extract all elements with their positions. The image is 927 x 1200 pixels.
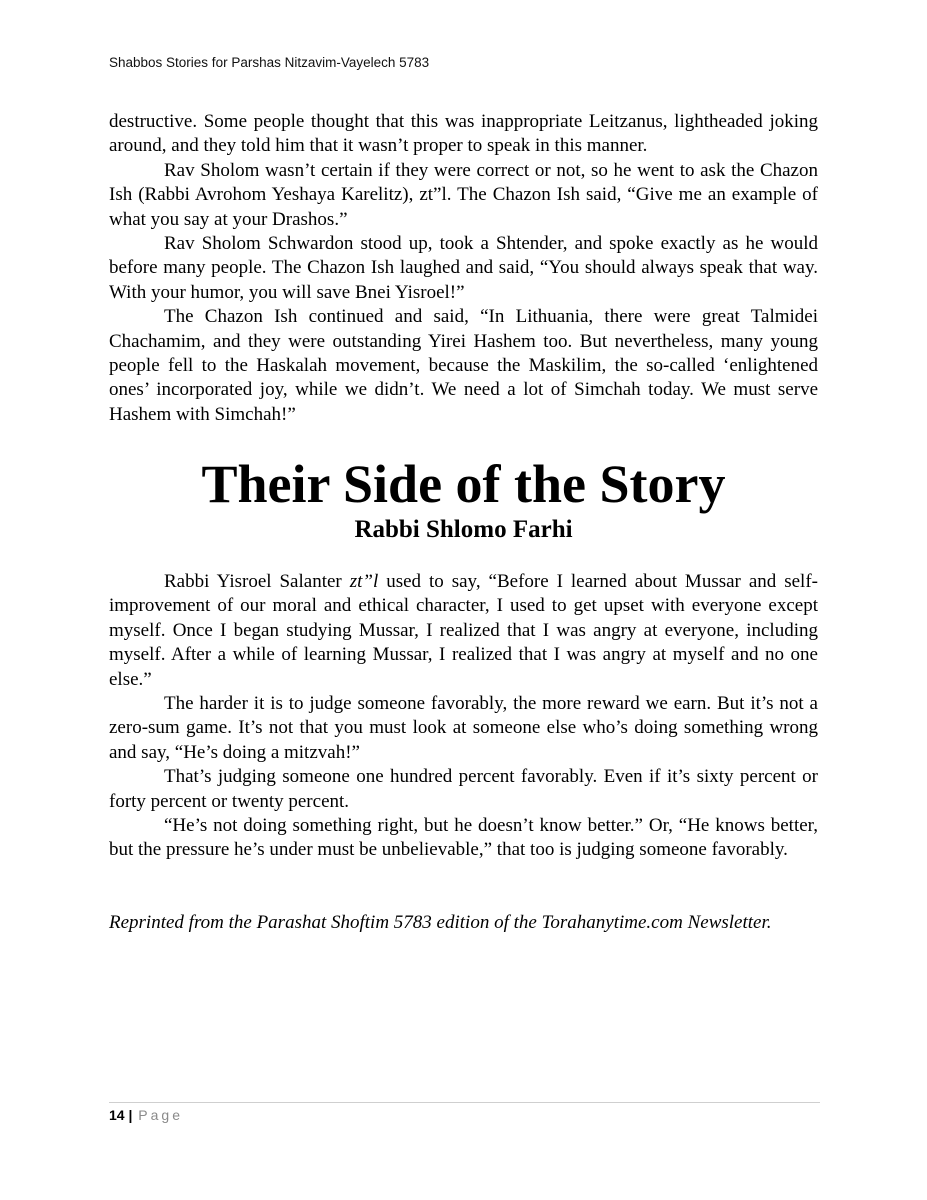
- text-run: used to say, “Before I learned about Mussar and self-improvement of our moral and ethical character, I used to get upset with everyone except myself. Once I began studying Mussar, I realized that I was angry at everyone, including myself. After a while of learning Mussar, I realized that I was angry at myself and no one else.”: [109, 571, 818, 690]
- article-body: [109, 570, 818, 863]
- footer-separator: |: [128, 1107, 133, 1123]
- reprint-note: Reprinted from the Parashat Shoftim 5783 edition of the Torahanytime.com Newsletter.: [109, 912, 772, 933]
- article-author: Rabbi Shlomo Farhi: [354, 516, 573, 543]
- running-header: Shabbos Stories for Parshas Nitzavim-Vayelech 5783: [109, 55, 430, 70]
- paragraph: “He’s not doing something right, but he doesn’t know better.” Or, “He knows better, but the pressure he’s under must be unbelievable,” that too is judging someone favorably.: [109, 815, 818, 861]
- paragraph: The harder it is to judge someone favorably, the more reward we earn. But it’s not a zero-sum game. It’s not that you must look at someone else who’s doing something wrong and say, “He’s doing a mitzvah!”: [109, 693, 818, 763]
- previous-story-continuation: [109, 110, 818, 427]
- page-label: Page: [138, 1107, 183, 1123]
- page-number: 14: [109, 1107, 125, 1123]
- article-title: Their Side of the Story: [201, 454, 726, 514]
- paragraph: [109, 570, 818, 692]
- honorific-abbreviation: zt”l: [349, 571, 379, 592]
- paragraph: That’s judging someone one hundred percent favorably. Even if it’s sixty percent or forty percent or twenty percent.: [109, 766, 818, 812]
- paragraph: Rav Sholom Schwardon stood up, took a Shtender, and spoke exactly as he would before many people. The Chazon Ish laughed and said, “You should always speak that way. With your humor, you will save Bnei Yisroel!”: [109, 233, 818, 303]
- paragraph: Rav Sholom wasn’t certain if they were correct or not, so he went to ask the Chazon Ish (Rabbi Avrohom Yeshaya Karelitz), zt”l. The Chazon Ish said, “Give me an example of what you say at your Drashos.”: [109, 159, 818, 230]
- text-run: Rabbi Yisroel Salanter: [164, 571, 350, 592]
- paragraph: The Chazon Ish continued and said, “In Lithuania, there were great Talmidei Chachamim, and they were outstanding Yirei Hashem too. But nevertheless, many young people fell to the Haskalah movement, because the Maskilim, the so-called ‘enlightened ones’ incorporated joy, while we didn’t. We need a lot of Simchah today. We must serve Hashem with Simchah!”: [109, 306, 818, 425]
- footer-divider: [109, 1102, 820, 1103]
- paragraph: destructive. Some people thought that this was inappropriate Leitzanus, lightheaded joking around, and they told him that it wasn’t proper to speak in this manner.: [109, 111, 818, 157]
- page-footer: [109, 1107, 183, 1123]
